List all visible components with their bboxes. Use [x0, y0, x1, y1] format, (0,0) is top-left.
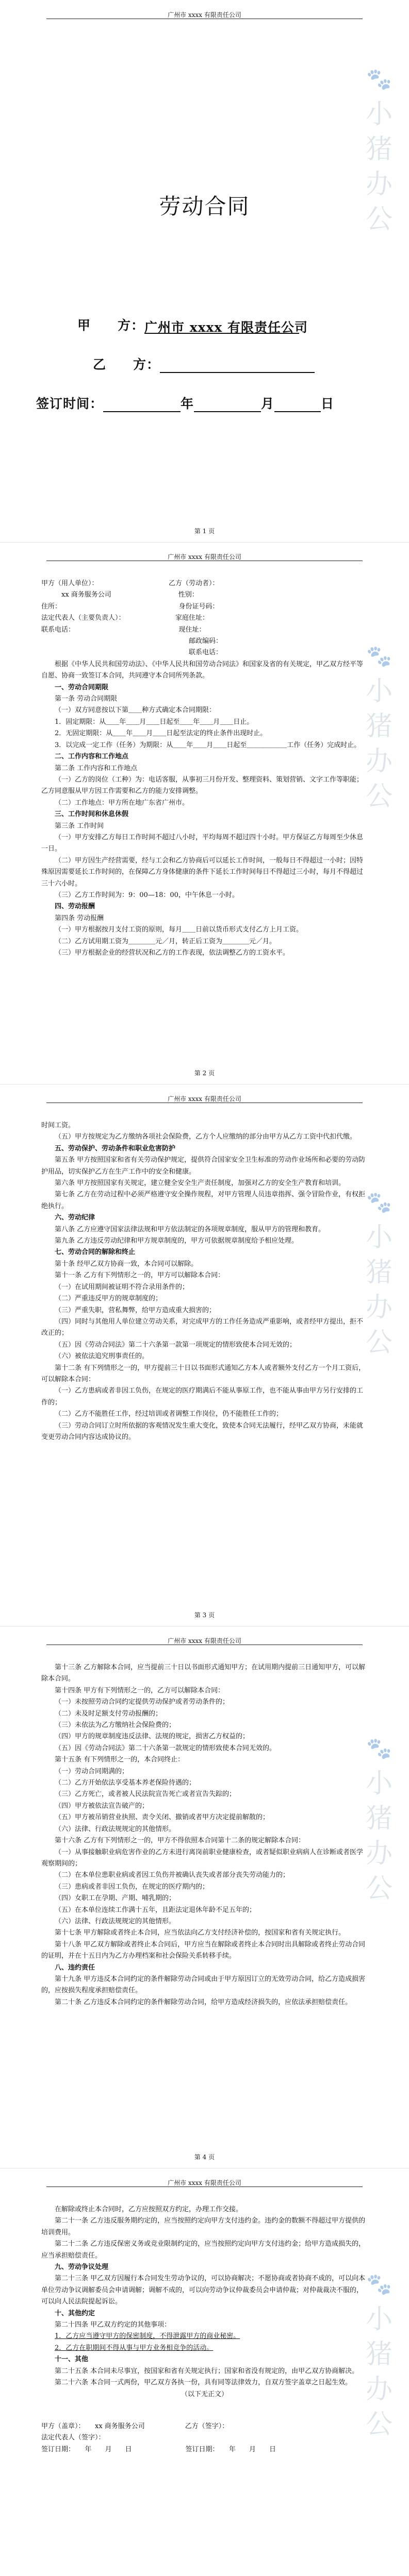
paragraph: 第十一条 乙方有下列情形之一的，甲方可以解除本合同：: [55, 1272, 225, 1280]
pig-paw-icon: 🐾: [366, 1737, 392, 1760]
page-4: [0, 1626, 409, 2168]
paragraph: 第二十二条 乙方违反保密义务或竞业限制约定的，应当按照约定向甲方支付违约金；给甲方造成损失的，应当承担赔偿责任。: [41, 2240, 366, 2260]
section-heading: 十一、其他: [55, 2355, 89, 2364]
paragraph: （一）未按照劳动合同约定提供劳动保护或者劳动条件的；: [55, 1698, 230, 1706]
paragraph: 1．固定期限：从＿＿年＿＿月＿＿日起至＿＿年＿＿月＿＿日止。: [55, 718, 254, 726]
paragraph: （三）未依法为乙方缴纳社会保险费的；: [55, 1721, 176, 1730]
paragraph: 根据《中华人民共和国劳动法》、《中华人民共和国劳动合同法》和国家及省的有关规定，甲乙双方经平等自愿、协商一致签订本合同，共同遵守本合同所列条款。: [41, 660, 364, 680]
paragraph: （一）从事接触职业病危害作业的乙方未进行离岗前职业健康检查，或者疑似职业病病人在诊断或者医学观察期间的；: [41, 1848, 364, 1868]
section-heading: 二、工作内容和工作地点: [55, 753, 129, 761]
page-5: [0, 2168, 409, 2576]
page-5-body: [41, 2204, 368, 2455]
paragraph: （二）工作地点：甲方所在地广东省广州市。: [55, 799, 189, 807]
party-a-row: [77, 315, 308, 335]
page-3: [0, 1084, 409, 1626]
paragraph: 第二十三条 甲乙双方因履行本合同发生劳动争议的，可以协商解决；不愿协商或者协商不成的，可以向本单位劳动争议调解委员会申请调解；调解不成的，可以向劳动争议仲裁委员会申请仲裁；对仲裁裁决不服的，可以向人民法院提起诉讼。: [41, 2275, 366, 2306]
page-number: 第 3 页: [194, 1612, 215, 1619]
paragraph: （四）甲方的规章制度违反法律、法规的规定，损害乙方权益的；: [55, 1733, 250, 1741]
paragraph: 第八条 乙方应遵守国家法律法规和甲方依法制定的各项规章制度，服从甲方的管理和教育。: [55, 1225, 325, 1233]
pig-paw-icon: 🐾: [366, 2273, 392, 2296]
pig-paw-icon: 🐾: [366, 1191, 392, 1214]
paragraph: 第十二条 有下列情形之一的，甲方提前三十日以书面形式通知乙方本人或者额外支付乙方一个月工资后，可以解除本合同：: [41, 1364, 366, 1383]
paragraph: 住所： 身份证号码：: [41, 602, 219, 611]
paragraph: （二）乙方试用期工资为＿＿＿＿元／月，转正后工资为＿＿＿＿元／月。: [55, 937, 276, 945]
paragraph: xx 商务服务公司 性别：: [41, 591, 199, 599]
signature-line: 签订日期： 年 月 日 签订日期： 年 月 日: [41, 2445, 276, 2453]
paragraph: 2．乙方在职期间不得从事与甲方业务相竞争的活动。: [55, 2344, 214, 2352]
paragraph: 第二条 工作内容和工作地点: [55, 764, 138, 772]
paragraph: （三）患病或者非因工负伤，在规定的医疗期内的；: [55, 1883, 209, 1891]
paragraph: 第九条 乙方违反劳动纪律和甲方规章制度的，甲方可依据规章制度给予相应处理。: [55, 1237, 299, 1245]
paragraph: 联系电话： 现住址：: [41, 625, 206, 634]
paragraph: 第十三条 乙方解除本合同，应当提前三十日以书面形式通知甲方；在试用期内提前三日通知甲方，可以解除本合同。: [41, 1664, 366, 1683]
paragraph: （五）甲方被吊销营业执照、责令关闭、撤销或者甲方决定提前解散的；: [55, 1814, 270, 1822]
paragraph: 时间工资。: [41, 1122, 75, 1129]
section-heading: 九、劳动争议处理: [55, 2263, 109, 2272]
paragraph: （三）乙方工作时间为：9：00—18：00，中午休息一小时。: [55, 891, 239, 899]
party-a-label: 甲 方：: [77, 318, 145, 333]
running-header: 广州市 xxxx 有限责任公司: [168, 553, 241, 561]
party-b-label: 乙 方：: [93, 357, 160, 372]
paragraph: 甲方（用人单位）： 乙方（劳动者）：: [41, 580, 219, 587]
page-number: 第 2 页: [194, 1070, 215, 1077]
watermark: [361, 62, 397, 237]
year-label: 年: [181, 396, 194, 411]
paragraph: （五）甲方按规定为乙方缴纳各项社会保险费，乙方个人应缴纳的部分由甲方从乙方工资中代扣代缴。: [55, 1133, 357, 1141]
paragraph: （五）因《劳动合同法》第二十六条第一款规定的情形致使本合同无效的。: [55, 1744, 276, 1752]
paragraph: 第二十五条 本合同未尽事宜，按国家和省有关规定执行；国家和省没有规定的，由甲乙双方协商解决。: [55, 2367, 359, 2375]
paragraph: （二）严重违反甲方的规章制度的；: [55, 1295, 162, 1303]
day-field: [274, 396, 321, 412]
pig-paw-icon: 🐾: [366, 645, 392, 668]
paragraph: 3．以完成一定工作（任务）为期限：从＿＿年＿＿月＿＿日起至＿＿＿＿＿＿工作（任务）完成时止。: [55, 741, 361, 749]
watermark-text: 小 猪 办 公: [365, 99, 392, 235]
watermark: [361, 1185, 397, 1360]
paragraph: （二）未及时足额支付劳动报酬的；: [55, 1709, 162, 1718]
paragraph: 第十七条 甲方解除或者终止本合同，应当依法向乙方支付经济补偿的，按国家和省有关规定执行。: [55, 1929, 346, 1937]
paragraph: 第七条 乙方在劳动过程中必须严格遵守安全操作规程，对甲方管理人员违章指挥、强令冒险作业，有权拒绝执行。: [41, 1191, 366, 1210]
running-header: 广州市 xxxx 有限责任公司: [168, 2179, 241, 2187]
day-label: 日: [321, 396, 335, 411]
paragraph: （三）乙方死亡，或者被人民法院宣告死亡或者宣告失踪的；: [55, 1790, 236, 1799]
paragraph: 联系电话：: [41, 649, 223, 657]
contract-title: 劳动合同: [159, 194, 250, 219]
paragraph: 第二十条 乙方违反本合同约定的条件解除劳动合同，给甲方造成经济损失的，应依法承担赔偿责任。: [55, 1998, 352, 2006]
paragraph: 第六条 甲方按照国家有关规定，建立健全安全生产责任制度，加强对乙方的安全生产教育和培训。: [55, 1179, 346, 1188]
paragraph: 1．乙方应当遵守甲方的保密制度，不得泄露甲方的商业秘密。: [55, 2332, 240, 2341]
signature-line: 甲方（盖章）： xx 商务服务公司 乙方（签字）：: [41, 2422, 229, 2430]
paragraph: 第十四条 甲方有下列情形之一的，乙方可以解除本合同：: [55, 1686, 225, 1694]
page-number: 第 4 页: [194, 2154, 215, 2161]
pig-paw-icon: 🐾: [366, 67, 392, 91]
watermark-text: 小 猪 办 公: [365, 2304, 392, 2440]
paragraph: 第二十六条 本合同一式两份，甲乙双方各执一份，具有同等法律效力，自双方签字盖章之日起生效。: [55, 2379, 352, 2387]
paragraph: （一）甲方安排乙方每日工作时间不超过八小时，平均每周不超过四十小时。甲方保证乙方每周至少休息一日。: [41, 833, 364, 853]
paragraph: （二）在本单位患职业病或者因工负伤并被确认丧失或者部分丧失劳动能力的；: [55, 1871, 290, 1879]
paragraph: （六）法律、行政法规规定的其他情形。: [55, 1917, 176, 1925]
section-heading: 一、劳动合同期限: [55, 683, 109, 691]
party-b-field: [160, 357, 315, 373]
paragraph: （三）甲方根据企业的经营状况和乙方的工作表现，依法调整乙方的工资水平。: [55, 949, 290, 957]
paragraph: 第十条 经甲乙双方协商一致，本合同可以解除。: [55, 1260, 198, 1268]
watermark: [361, 1731, 397, 1906]
paragraph: （五）在本单位连续工作满十五年，且距法定退休年龄不足五年的；: [55, 1906, 256, 1914]
watermark-text: 小 猪 办 公: [365, 676, 392, 812]
running-header: 广州市 xxxx 有限责任公司: [168, 11, 241, 19]
paragraph: 2．无固定期限：从＿＿年＿＿月＿＿日起至法定的终止条件出现时止。: [55, 730, 267, 738]
section-heading: 三、工作时间和休息休假: [55, 810, 129, 819]
month-field: [194, 396, 261, 412]
running-header: 广州市 xxxx 有限责任公司: [168, 1095, 241, 1103]
page-3-body: [41, 1120, 368, 1443]
paragraph: （四）女职工在孕期、产期、哺乳期的；: [55, 1894, 176, 1903]
paragraph: （三）严重失职，营私舞弊，给甲方造成重大损害的；: [55, 1306, 216, 1314]
paragraph: 第十八条 甲乙双方解除或者终止本合同后，甲方应当在解除或者终止本合同时出具解除或者终止劳动合同的证明，并在十五日内为乙方办理档案和社会保险关系转移手续。: [41, 1940, 366, 1960]
paragraph: （五）因《劳动合同法》第二十六条第一款第一项规定的情形致使本合同无效的；: [55, 1341, 297, 1349]
paragraph: （二）乙方不能胜任工作，经过培训或者调整工作岗位，仍不能胜任工作的；: [55, 1410, 283, 1418]
party-a-value: 广州市 xxxx 有限责任公司: [144, 317, 299, 334]
section-heading: 五、劳动保护、劳动条件和职业危害防护: [55, 1144, 176, 1153]
page-4-body: [41, 1662, 368, 2008]
paragraph: 第十五条 有下列情形之一的，本合同终止：: [55, 1756, 185, 1764]
paragraph: 在解除或终止本合同时，乙方应按照双方约定，办理工作交接。: [55, 2206, 243, 2213]
section-heading: 四、劳动报酬: [55, 903, 95, 911]
paragraph: （六）被依法追究刑事责任的。: [55, 1352, 149, 1361]
paragraph: 第一条 劳动合同期限: [55, 695, 118, 703]
paragraph: 第二十四条 甲乙双方约定的其他事项：: [55, 2321, 171, 2329]
paragraph: 法定代表人（主要负责人）： 家庭住址：: [41, 614, 209, 622]
watermark-text: 小 猪 办 公: [365, 1768, 392, 1904]
paragraph: （一）劳动合同期满的；: [55, 1767, 129, 1775]
paragraph: （六）法律、行政法规规定的其他情形。: [55, 1825, 176, 1833]
paragraph: 第十六条 乙方有下列情形之一的，甲方不得依照本合同第十二条的规定解除本合同：: [55, 1837, 305, 1845]
paragraph: （一）在试用期间被证明不符合录用条件的；: [55, 1283, 189, 1291]
paragraph: （四）同时与其他用人单位建立劳动关系，对完成甲方的工作任务造成严重影响，或者经甲方提出，拒不改正的；: [41, 1317, 364, 1337]
paragraph: （一）甲方根据按月支付工资的原则，每月＿＿日前以货币形式支付乙方上月工资。: [55, 926, 303, 934]
paragraph: （二）乙方开始依法享受基本养老保险待遇的；: [55, 1779, 196, 1787]
watermark: [361, 639, 397, 814]
paragraph: （一）乙方的岗位（工种）为：电话客服，从事初三月份开发、整理资料、策划营销、文字工作等职能；乙方同意服从甲方因工作需要和乙方的能力安排调整。: [41, 775, 364, 795]
paragraph: 第十九条 甲方违反本合同约定的条件解除劳动合同或由于甲方原因订立的无效劳动合同，给乙方造成损害的，应按损失程度承担赔偿责任。: [41, 1975, 366, 1995]
paragraph: 邮政编码：: [41, 637, 223, 646]
sign-date-label: 签订时间：: [36, 396, 104, 411]
section-heading: 七、劳动合同的解除和终止: [55, 1248, 136, 1257]
page-number: 第 1 页: [194, 528, 215, 535]
watermark: [361, 2267, 397, 2442]
paragraph: （二）甲方因生产经营需要，经与工会和乙方协商后可以延长工作时间，一般每日不得超过一小时；因特殊原因需要延长工作时间的，在保障乙方身体健康的条件下延长工作时间每日不得超过三小时，每月不得超过三十六小时。: [41, 856, 364, 888]
party-b-row: [93, 354, 315, 373]
signature-line: 法定代表人（签字）：: [41, 2434, 105, 2442]
sign-date-row: [36, 394, 334, 412]
page-2-body: [41, 578, 368, 959]
paragraph: （一）乙方患病或者非因工负伤，在规定的医疗期满后不能从事原工作，也不能从事由甲方另行安排的工作的；: [41, 1387, 364, 1406]
paragraph: （三）劳动合同订立时所依据的客观情况发生重大变化，致使本合同无法履行，经甲乙双方协商，未能就变更劳动合同内容达成协议的。: [41, 1421, 364, 1441]
paragraph: （四）甲方被依法宣告破产的；: [55, 1802, 149, 1810]
page-2: [0, 542, 409, 1084]
paragraph: 第三条 工作时间: [55, 822, 104, 830]
paragraph: 第四条 劳动报酬: [55, 914, 104, 922]
section-heading: 八、违约责任: [55, 1963, 95, 1972]
section-heading: 十、其他约定: [55, 2309, 95, 2317]
section-heading: 六、劳动纪律: [55, 1214, 95, 1222]
paragraph: （以下无正文）: [181, 2390, 228, 2398]
paragraph: 第五条 甲方按照国家和省有关劳动保护规定，提供符合国家安全卫生标准的劳动作业场所和必要的劳动防护用品，切实保护乙方在生产工作中的安全和健康。: [41, 1156, 366, 1176]
running-header: 广州市 xxxx 有限责任公司: [168, 1637, 241, 1645]
page-1: [0, 0, 409, 542]
paragraph: （一）双方同意按以下第＿＿种方式确定本合同期限：: [55, 706, 216, 715]
watermark-text: 小 猪 办 公: [365, 1222, 392, 1358]
paragraph: 第二十一条 乙方违反服务期约定的，应当按照约定向甲方支付违约金。违约金的数额不得超过甲方提供的培训费用。: [41, 2217, 366, 2236]
year-field: [103, 396, 181, 412]
month-label: 月: [261, 396, 275, 411]
